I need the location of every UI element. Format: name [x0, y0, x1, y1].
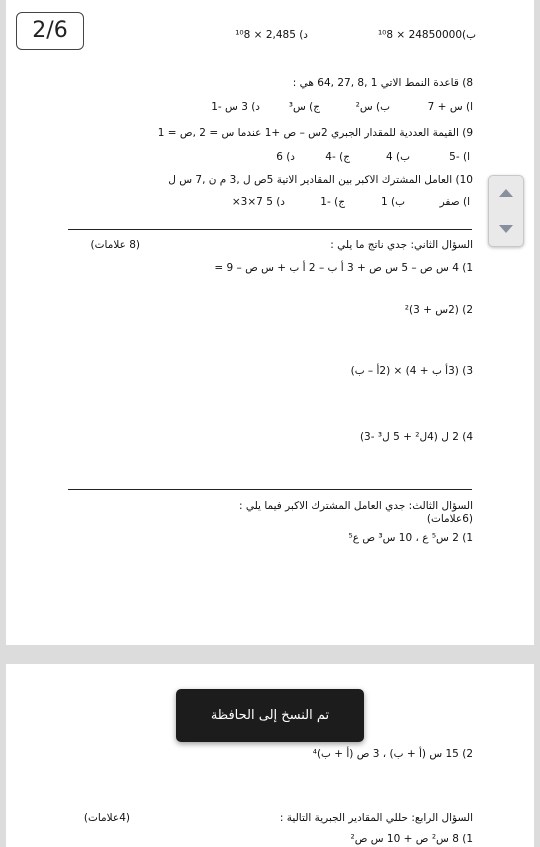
q10-option-a: ا) صفر [439, 196, 470, 208]
section-2-title: السؤال الثاني: جدي ناتج ما يلي : [330, 239, 473, 251]
option-b: ب)24850000 × ¹⁰8 [377, 29, 476, 41]
section-2-item-3: 3) (3أ ب + 4) × (2أ – ب) [350, 365, 473, 377]
q8-option-a: ا) س + 7 [427, 101, 473, 113]
q9-option-d: د) 6 [276, 151, 295, 163]
q10-option-c: ج) -1 [320, 196, 345, 208]
clipboard-toast: تم النسخ إلى الحافظة [176, 689, 364, 742]
q8-option-d: د) 3 س -1 [211, 101, 260, 113]
question-8: 8) قاعدة النمط الاتي 1 ,8 ,27 ,64 هي : [292, 77, 473, 89]
section-4-item-1: 1) 8 س² ص + 10 س ص² [350, 833, 473, 845]
question-9: 9) القيمة العددية للمقدار الجبري 2س – ص +1 عندما س = 2 ,ص = 1 [157, 127, 473, 139]
q8-option-c: ج) س³ [288, 101, 320, 113]
section-2-marks: (8 علامات) [90, 239, 140, 251]
scroll-down-button[interactable] [497, 220, 515, 238]
section-3-item-1: 1) 2 س⁵ ع ، 10 س³ ص ع⁵ [348, 532, 473, 544]
q10-option-b: ب) 1 [380, 196, 405, 208]
section-2-item-2: 2) (2س + 3)² [404, 304, 473, 316]
section-divider [68, 229, 472, 230]
q10-option-d: د) 5 7×3× [231, 196, 285, 208]
q9-option-a: ا) -5 [449, 151, 470, 163]
option-d: د) 2,485 × ¹⁰8 [235, 29, 308, 41]
chevron-up-icon [498, 188, 514, 198]
section-2-item-1: 1) 4 س ص – 5 س ص + 3 أ ب – 2 أ ب + س ص – 9 = [214, 262, 473, 274]
q9-option-b: ب) 4 [385, 151, 410, 163]
section-4-marks: (4علامات) [83, 812, 130, 824]
q8-option-b: ب) س² [355, 101, 390, 113]
section-2-item-4: 4) 2 ل (4ل² + 5 ل³ -3) [359, 431, 473, 443]
scroll-up-button[interactable] [497, 184, 515, 202]
q9-option-c: ج) -4 [325, 151, 350, 163]
document-page-1 [6, 0, 534, 645]
section-3-title: السؤال الثالث: جدي العامل المشترك الاكبر فيما يلي : [238, 500, 473, 512]
section-3-marks: (6علامات) [426, 513, 473, 525]
scroll-widget[interactable] [488, 175, 524, 247]
section-divider [68, 489, 472, 490]
question-10: 10) العامل المشترك الاكبر بين المقادير الاتية 5ص ل ,3 م ن ,7 س ل [168, 174, 473, 186]
page-indicator: 2/6 [16, 12, 84, 50]
section-4-title: السؤال الرابع: حللي المقادير الجبرية التالية : [279, 812, 473, 824]
section-3-item-2: 2) 15 س (أ + ب) ، 3 ص (أ + ب)⁴ [312, 748, 473, 760]
chevron-down-icon [498, 224, 514, 234]
